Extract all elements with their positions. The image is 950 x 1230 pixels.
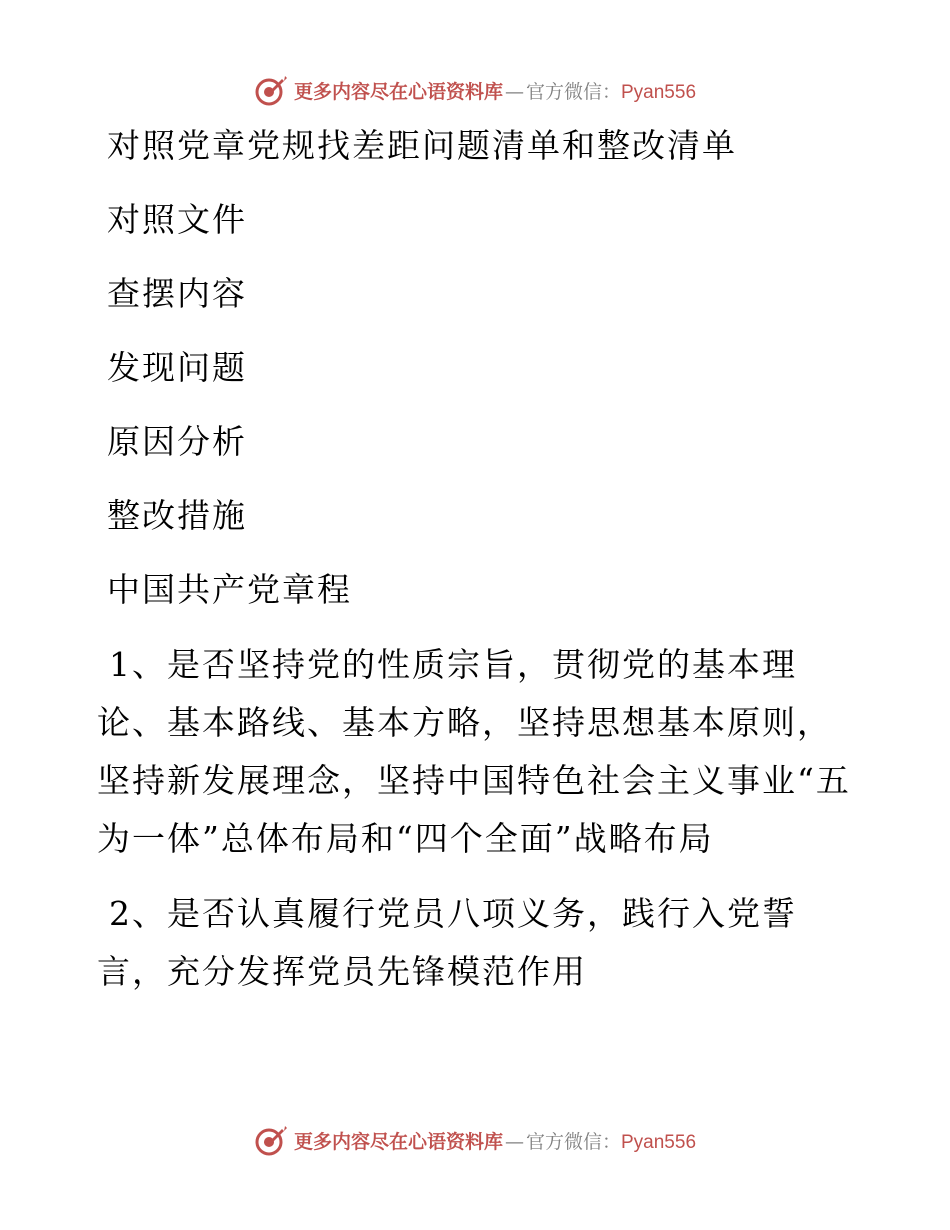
heading-rectification-measures: 整改措施 <box>107 496 247 535</box>
header-banner-id: Pyan556 <box>621 81 697 103</box>
footer-banner-main: 更多内容尽在心语资料库 <box>293 1130 503 1153</box>
quill-seal-icon <box>254 73 288 107</box>
document-title: 对照党章党规找差距问题清单和整改清单 <box>107 126 737 165</box>
checklist-item-1: 1、是否坚持党的性质宗旨，贯彻党的基本理论、基本路线、基本方略，坚持思想基本原则，坚持新发展理念，坚持中国特色社会主义事业“五为一体”总体布局和“四个全面”战略布局 <box>97 645 851 858</box>
heading-party-constitution: 中国共产党章程 <box>107 570 352 609</box>
footer-banner-text <box>294 1127 696 1154</box>
footer-banner-sub: 官方微信： <box>525 1130 621 1153</box>
heading-review-content: 查摆内容 <box>107 274 247 313</box>
header-banner-text <box>294 77 696 104</box>
heading-problems-found: 发现问题 <box>107 348 247 387</box>
header-banner-sub: 官方微信： <box>525 80 621 103</box>
header-banner <box>0 70 950 110</box>
quill-seal-icon <box>254 1123 288 1157</box>
heading-reference-docs: 对照文件 <box>107 200 247 239</box>
header-banner-main: 更多内容尽在心语资料库 <box>293 80 503 103</box>
footer-banner-id: Pyan556 <box>621 1131 697 1153</box>
checklist-item-2: 2、是否认真履行党员八项义务，践行入党誓言，充分发挥党员先锋模范作用 <box>97 894 797 991</box>
heading-cause-analysis: 原因分析 <box>107 422 247 461</box>
header-banner-dash: — <box>504 80 524 103</box>
footer-banner-dash: — <box>504 1130 524 1153</box>
footer-banner <box>0 1120 950 1160</box>
